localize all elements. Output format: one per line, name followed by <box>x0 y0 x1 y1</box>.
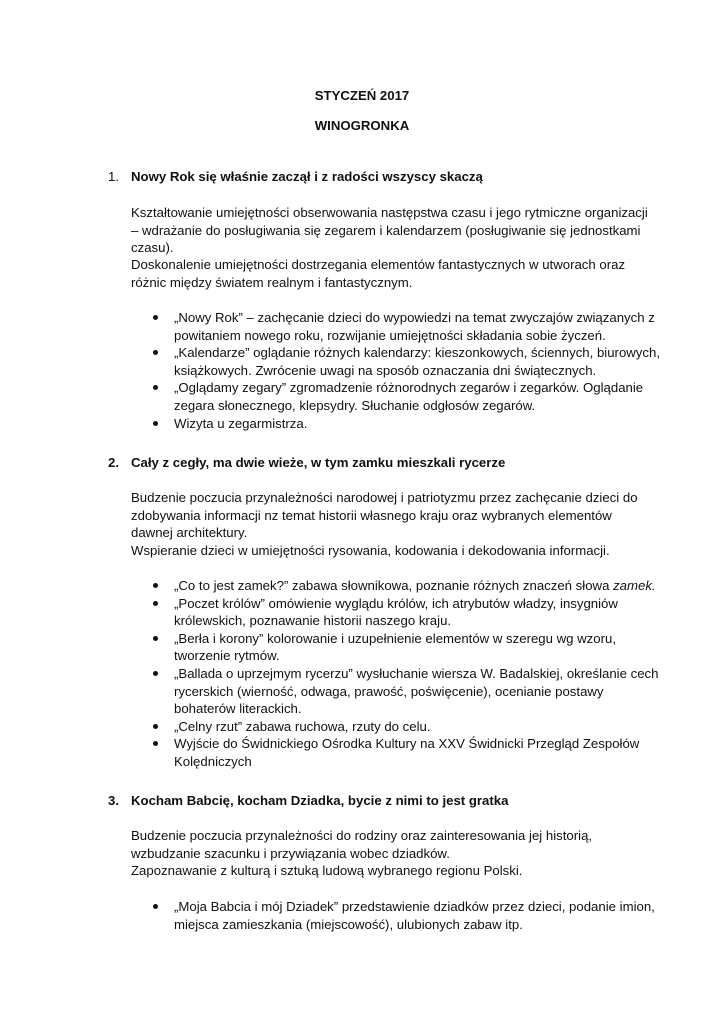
section-1-bullet-list <box>151 309 661 432</box>
section-2-title: Cały z cegły, ma dwie wieże, w tym zamku mieszkali rycerze <box>131 455 506 470</box>
section-2-number: 2. <box>108 455 119 470</box>
section-3-title: Kocham Babcię, kocham Dziadka, bycie z nimi to jest gratka <box>131 793 509 808</box>
section-1-paragraph: Kształtowanie umiejętności obserwowania następstwa czasu i jego rytmiczne organizacji – wdrażanie do posługiwania się zegarem i kalendarzem (posługiwanie się jednostkami czasu). <box>131 205 648 256</box>
section-3-number: 3. <box>108 793 119 808</box>
section-1-title: Nowy Rok się właśnie zaczął i z radości wszyscy skaczą <box>131 169 483 184</box>
list-item: „Ballada o uprzejmym rycerzu” wysłuchanie wiersza W. Badalskiej, określanie cech rycerskich (wierność, odwaga, prawość, poświęcenie), ocenianie postawy bohaterów literackich. <box>151 665 661 718</box>
group-name-heading: WINOGRONKA <box>314 118 410 133</box>
list-item: „Moja Babcia i mój Dziadek” przedstawienie dziadków przez dzieci, podanie imion, miejsca zamieszkania (miejscowość), ulubionych zabaw itp. <box>151 898 661 933</box>
list-item <box>151 577 661 595</box>
list-item: Wyjście do Świdnickiego Ośrodka Kultury na XXV Świdnicki Przegląd Zespołów Kolędniczych <box>151 735 661 770</box>
list-item: „Kalendarze” oglądanie różnych kalendarzy: kieszonkowych, ściennych, biurowych, książkowych. Zwrócenie uwagi na sposób oznaczania dni świątecznych. <box>151 344 661 379</box>
section-2-paragraph: Wspieranie dzieci w umiejętności rysowania, kodowania i dekodowania informacji. <box>131 543 610 558</box>
list-item: „Celny rzut” zabawa ruchowa, rzuty do celu. <box>151 718 661 736</box>
section-1-number: 1. <box>108 169 119 184</box>
list-item: „Poczet królów” omówienie wyglądu królów, ich atrybutów władzy, insygniów królewskich, poznawanie historii naszego kraju. <box>151 595 661 630</box>
list-item: „Nowy Rok” – zachęcanie dzieci do wypowiedzi na temat zwyczajów związanych z powitaniem nowego roku, rozwijanie umiejętności składania sobie życzeń. <box>151 309 661 344</box>
section-3-paragraph: Zapoznawanie z kulturą i sztuką ludową wybranego regionu Polski. <box>131 863 523 878</box>
list-item-text: „Co to jest zamek?” zabawa słownikowa, poznanie różnych znaczeń słowa <box>174 578 614 593</box>
section-2-bullet-list <box>151 577 661 771</box>
list-item: „Oglądamy zegary” zgromadzenie różnorodnych zegarów i zegarków. Oglądanie zegara słonecznego, klepsydry. Słuchanie odgłosów zegarów. <box>151 379 661 414</box>
document-date-heading: STYCZEŃ 2017 <box>314 88 410 103</box>
list-item: Wizyta u zegarmistrza. <box>151 415 661 433</box>
section-2-paragraph: Budzenie poczucia przynależności narodowej i patriotyzmu przez zachęcanie dzieci do zdobywania informacji nz temat historii własnego kraju oraz wybranych elementów dawnej architektury. <box>131 490 638 541</box>
section-1-paragraph: Doskonalenie umiejętności dostrzegania elementów fantastycznych w utworach oraz różnic między światem realnym i fantastycznym. <box>131 257 626 290</box>
list-item: „Berła i korony” kolorowanie i uzupełnienie elementów w szeregu wg wzoru, tworzenie rytmów. <box>151 630 661 665</box>
list-item-italic-word: zamek. <box>613 578 656 593</box>
section-3-bullet-list <box>151 898 661 933</box>
section-3-paragraph: Budzenie poczucia przynależności do rodziny oraz zainteresowania jej historią, wzbudzanie szacunku i przywiązania wobec dziadków. <box>131 828 593 861</box>
